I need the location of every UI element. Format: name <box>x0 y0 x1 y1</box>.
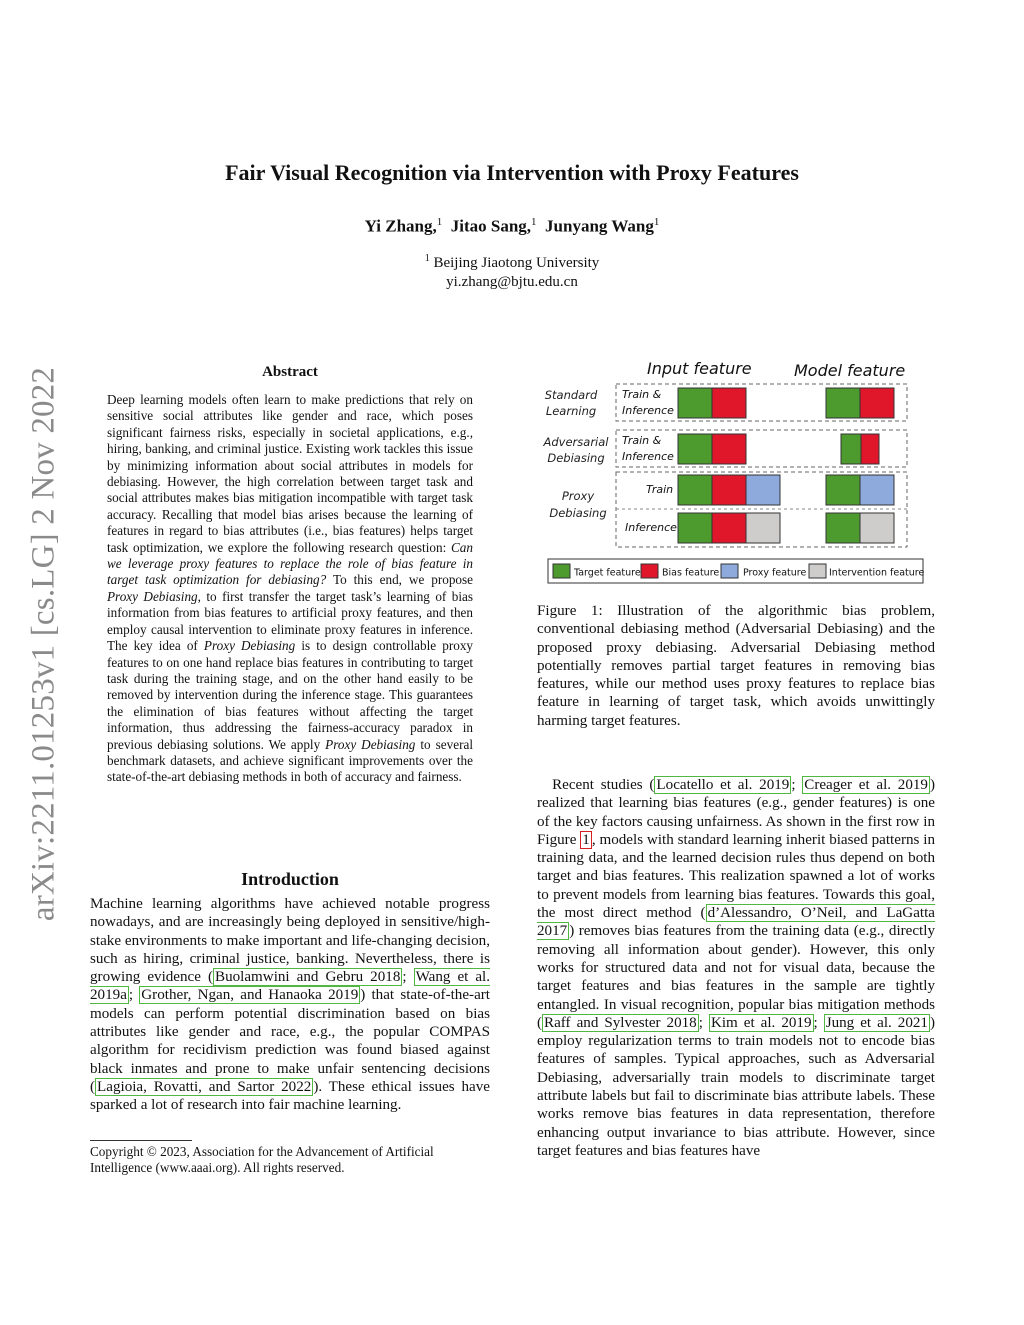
author-list <box>0 216 1024 237</box>
arxiv-identifier <box>22 358 66 930</box>
citation-separator: ; <box>698 1014 709 1031</box>
research-question: Can we leverage proxy features to replace the role of bias feature in target task optimization for debiasing? <box>107 539 473 588</box>
citation-link[interactable]: Lagioia, Rovatti, and Sartor 2022 <box>97 1078 312 1095</box>
target-feature-block <box>826 513 860 543</box>
abstract-text: To this end, we propose <box>326 572 473 588</box>
author-name: Yi Zhang, <box>364 216 437 236</box>
stage-label: Train & <box>622 434 662 447</box>
legend-swatch-intervention <box>809 564 826 578</box>
affiliation-block <box>0 249 1024 292</box>
target-feature-block <box>678 434 712 464</box>
target-feature-block <box>678 513 712 543</box>
proxy-feature-block <box>746 475 780 505</box>
citation-link[interactable]: Buolamwini and Gebru 2018 <box>215 969 401 986</box>
bias-feature-block <box>712 388 746 418</box>
abstract-text: , to first transfer the target task’s learning of bias information from bias features to artificial proxy features, and then employ causal intervention to eliminate proxy features in inference. The key idea of <box>107 588 473 654</box>
citation-separator: ; <box>791 777 803 793</box>
citation-link[interactable]: Wang et al. 2019a <box>90 969 491 1004</box>
citation-link[interactable]: Grother, Ngan, and Hanaoka 2019 <box>141 987 359 1004</box>
method-name: Proxy Debiasing <box>107 588 198 604</box>
row-label-standard: Standard <box>544 388 598 402</box>
citation-link[interactable]: d’Alessandro, O’Neil, and LaGatta 2017 <box>537 905 935 940</box>
right-column-body <box>537 776 935 1160</box>
abstract-body <box>107 392 473 786</box>
row-label-proxy: Debiasing <box>549 506 607 520</box>
row-label-standard: Learning <box>545 404 597 418</box>
bias-feature-block <box>860 388 894 418</box>
column-header-model: Model feature <box>794 361 906 380</box>
citation-separator: ; <box>813 1014 824 1031</box>
footnote-rule <box>90 1140 192 1141</box>
author-affil-mark: 1 <box>436 216 443 228</box>
target-feature-block <box>678 388 712 418</box>
column-header-input: Input feature <box>647 359 752 378</box>
bias-feature-block <box>712 475 746 505</box>
method-name: Proxy Debiasing <box>325 736 416 752</box>
body-text: ). These ethical issues have sparked a lot of research into fair machine learning. <box>90 1078 490 1114</box>
row-label-adversarial: Debiasing <box>547 451 605 465</box>
bias-feature-block <box>861 434 879 464</box>
citation-link[interactable]: Jung et al. 2021 <box>825 1014 928 1031</box>
copyright-notice: Copyright © 2023, Association for the Advancement of Artificial Intelligence (www.aaai.org). All rights reserved. <box>90 1144 434 1176</box>
body-text: Recent studies ( <box>552 777 655 793</box>
abstract-text: is to design controllable proxy features to on one hand replace bias features in contributing to target task during the training stage, and on the other hand easily to be removed by intervention during the inference stage. This guarantees the elimination of bias features without affecting the target information, thus addressing the fairness-accuracy paradox in previous debiasing solutions. We apply <box>107 638 474 752</box>
target-feature-block <box>678 475 712 505</box>
body-text: , models with standard learning inherit biased patterns in training data, and the learned decision rules thus depend on both target and bias features. This realization spawned a lot of works to prevent models from learning bias features. Towards this goal, the most direct method ( <box>537 831 935 922</box>
legend-swatch-bias <box>641 564 658 578</box>
author-affil-mark: 1 <box>653 216 660 228</box>
legend-label-intervention: Intervention feature <box>829 567 925 579</box>
target-feature-block <box>826 388 860 418</box>
legend-label-target: Target feature <box>574 567 641 579</box>
stage-label-train: Train <box>646 483 674 496</box>
citation-separator: ; <box>402 969 414 986</box>
abstract-text: Deep learning models often learn to make predictions that rely on sensitive social attributes like gender and race, which poses significant fairness risks, especially in societal applications, e.g., hiring, banking, and criminal justice. Existing work tackles this issue by minimizing information about social attributes in models for debiasing. However, the high correlation between target task and social attributes makes bias mitigation incompatible with target task accuracy. Recalling that model bias arises because the learning of features in regard to bias attributes (i.e., bias features) helps target task optimization, we explore the following research question: <box>107 392 473 555</box>
body-text: ) employ regularization terms to train models not to encode bias features of samples. Typical approaches, such as Adversarial Debiasing, adversarially train models to discriminate target attribute labels but fail to discriminate bias attribute labels. These works remove bias features in data representation, therefore enhancing output invariance to bias attribute. However, since target features and bias features have <box>537 1014 936 1159</box>
citation-link[interactable]: Raff and Sylvester 2018 <box>544 1014 697 1031</box>
bias-feature-block <box>712 434 746 464</box>
target-feature-block <box>841 434 861 464</box>
legend-swatch-target <box>553 564 570 578</box>
intervention-feature-block <box>860 513 894 543</box>
body-text: ) removes bias features from the training data (e.g., directly removing all information about gender). However, this only works for structured data and not for visual data, because the target features and bias features in the sample are tightly entangled. In visual recognition, popular bias mitigation methods ( <box>537 923 935 1031</box>
stage-label: Train & <box>622 388 662 401</box>
author-name: Junyang Wang <box>545 216 654 236</box>
introduction-heading: Introduction <box>241 869 339 889</box>
stage-label-inference: Inference <box>625 521 677 534</box>
body-text: ) realized that learning bias features (e.g., gender features) is one of the key factors causing unfairness. As shown in the first row in Figure <box>537 777 935 848</box>
citation-link[interactable]: Kim et al. 2019 <box>710 1014 812 1031</box>
legend-swatch-proxy <box>721 564 738 578</box>
figure-1-diagram <box>540 356 934 588</box>
body-text: Machine learning algorithms have achieved notable progress nowadays, and are increasingly being deployed in sensitive/high-stake environments to make important and life-changing decision, such as hiring, criminal justice, banking. Nevertheless, there is growing evidence ( <box>90 896 490 986</box>
abstract-text: to several benchmark datasets, and achieve significant improvements over the state-of-the-art debiasing methods in both of accuracy and fairness. <box>107 736 473 785</box>
author-affil-mark: 1 <box>531 216 537 228</box>
arxiv-identifier-text: arXiv:2211.01253v1 [cs.LG] 2 Nov 2022 <box>25 366 62 922</box>
citation-link[interactable]: Creager et al. 2019 <box>804 777 928 793</box>
affiliation-name: Beijing Jiaotong University <box>433 255 600 271</box>
stage-label: Inference <box>622 404 674 417</box>
figure-reference-link[interactable]: 1 <box>582 831 590 848</box>
intervention-feature-block <box>746 513 780 543</box>
figure-1 <box>540 356 934 588</box>
row-label-adversarial: Adversarial <box>543 435 609 449</box>
abstract-heading: Abstract <box>262 364 318 380</box>
affiliation-mark: 1 <box>424 253 430 264</box>
row-label-proxy: Proxy <box>561 489 595 503</box>
figure-1-caption: Figure 1: Illustration of the algorithmic bias problem, conventional debiasing method (Adversarial Debiasing) and the proposed proxy debiasing. Adversarial Debiasing method potentially removes partial target features in removing bias features, while our method uses proxy features to replace bias feature in learning of target task, which avoids unwittingly harming target features. <box>537 603 935 729</box>
stage-label: Inference <box>622 450 674 463</box>
target-feature-block <box>826 475 860 505</box>
legend-label-proxy: Proxy feature <box>743 567 807 579</box>
citation-separator: ; <box>128 987 140 1004</box>
body-text: ) that state-of-the-art models can perform potential discrimination based on bias attributes like gender and race, e.g., the popular COMPAS algorithm for recidivism prediction was found biased against black inmates and prone to make unfair sentencing decisions ( <box>90 987 490 1095</box>
proxy-feature-block <box>860 475 894 505</box>
citation-link[interactable]: Locatello et al. 2019 <box>656 777 790 793</box>
legend-label-bias: Bias feature <box>662 567 720 579</box>
author-name: Jitao Sang, <box>450 216 532 236</box>
paper-title: Fair Visual Recognition via Intervention with Proxy Features <box>225 160 799 185</box>
bias-feature-block <box>712 513 746 543</box>
introduction-body <box>90 895 490 1115</box>
method-name: Proxy Debiasing <box>203 638 296 654</box>
author-email: yi.zhang@bjtu.edu.cn <box>446 274 578 290</box>
